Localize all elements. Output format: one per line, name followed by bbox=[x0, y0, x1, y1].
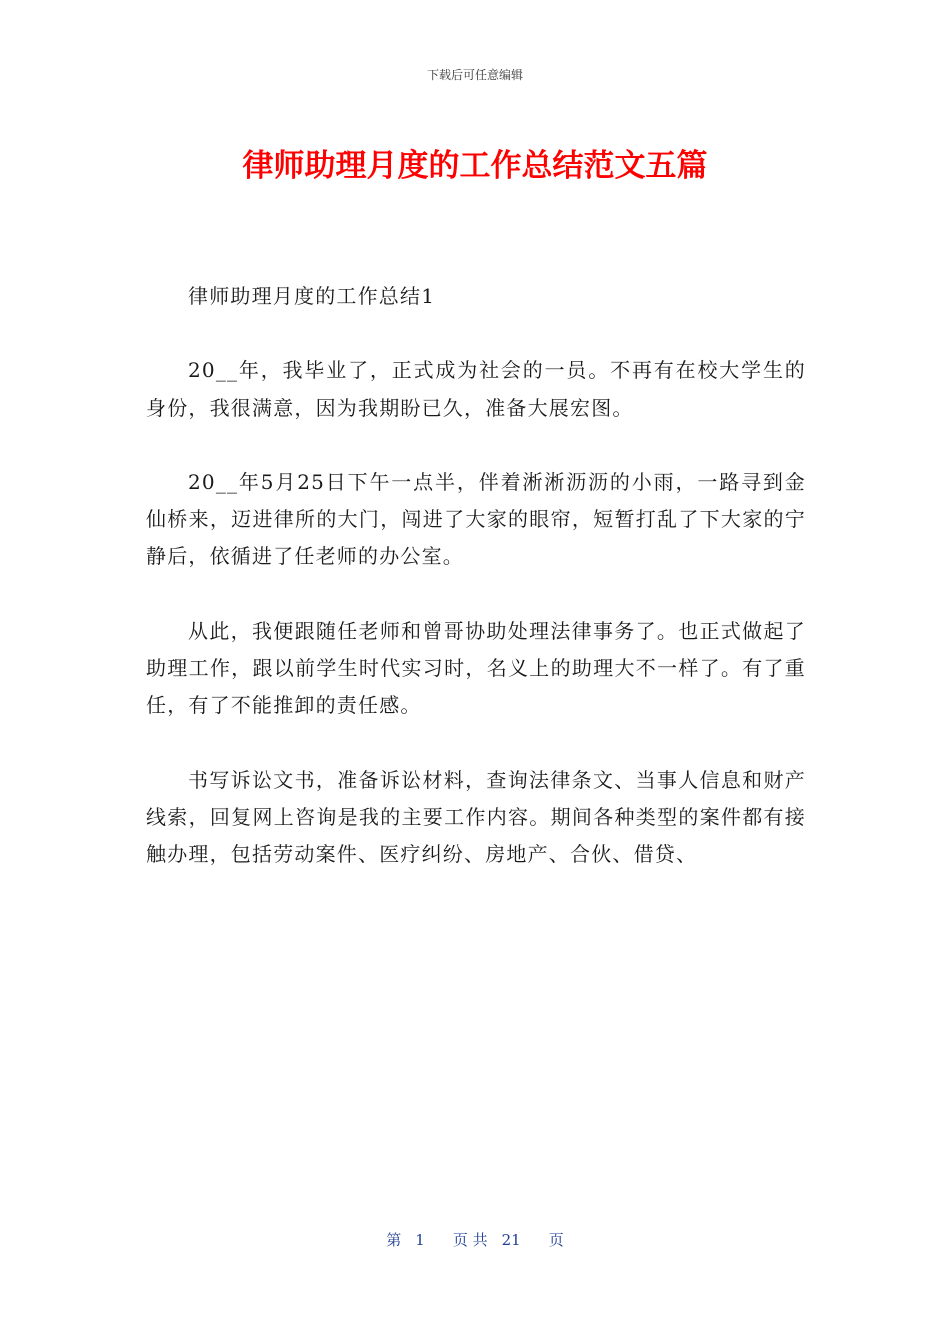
document-title: 律师助理月度的工作总结范文五篇 bbox=[242, 148, 708, 184]
document-body bbox=[146, 278, 806, 873]
page-current: 1 bbox=[415, 1231, 425, 1249]
page-prefix: 第 bbox=[386, 1231, 402, 1249]
page-total: 21 bbox=[501, 1231, 521, 1249]
page-footer bbox=[0, 1230, 950, 1250]
paragraph: 20__年，我毕业了，正式成为社会的一员。不再有在校大学生的身份，我很满意，因为我期盼已久，准备大展宏图。 bbox=[146, 358, 806, 420]
page-suffix: 页 bbox=[548, 1231, 564, 1249]
paragraph: 从此，我便跟随任老师和曾哥协助处理法律事务了。也正式做起了助理工作，跟以前学生时代实习时，名义上的助理大不一样了。有了重任，有了不能推卸的责任感。 bbox=[146, 618, 806, 718]
page-middle: 页 共 bbox=[452, 1231, 488, 1249]
paragraph: 书写诉讼文书，准备诉讼材料，查询法律条文、当事人信息和财产线索，回复网上咨询是我的主要工作内容。期间各种类型的案件都有接触办理，包括劳动案件、医疗纠纷、房地产、合伙、借贷、 bbox=[146, 767, 806, 866]
section-heading: 律师助理月度的工作总结1 bbox=[188, 284, 436, 308]
paragraph: 20__年5月25日下午一点半，伴着淅淅沥沥的小雨，一路寻到金仙桥来，迈进律所的大门，闯进了大家的眼帘，短暂打乱了下大家的宁静后，依循进了任老师的办公室。 bbox=[146, 469, 806, 569]
header-note: 下载后可任意编辑 bbox=[426, 68, 523, 82]
